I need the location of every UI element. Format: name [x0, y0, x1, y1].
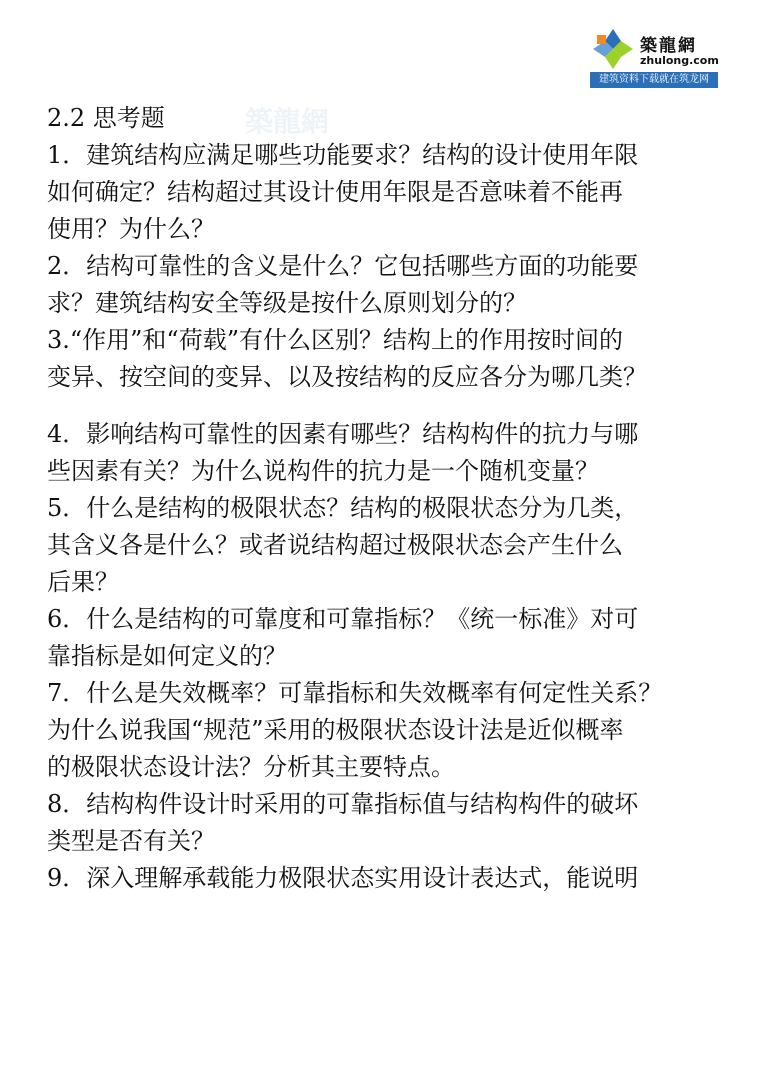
text-line: 2．结构可靠性的含义是什么？它包括哪些方面的功能要 — [47, 252, 639, 280]
text-line: 变异、按空间的变异、以及按结构的反应各分为哪几类？ — [47, 363, 647, 391]
text-line: 求？建筑结构安全等级是按什么原则划分的？ — [47, 289, 527, 317]
text-line: 后果？ — [47, 568, 119, 596]
text-line: 7．什么是失效概率？可靠指标和失效概率有何定性关系？ — [47, 679, 663, 707]
text-line: 些因素有关？为什么说构件的抗力是一个随机变量？ — [47, 457, 599, 485]
logo-mark-icon — [593, 29, 633, 69]
text-line: 8．结构构件设计时采用的可靠指标值与结构构件的破坏 — [47, 790, 639, 818]
text-line: 6．什么是结构的可靠度和可靠指标？《统一标准》对可 — [47, 605, 639, 633]
text-line: 4．影响结构可靠性的因素有哪些？结构构件的抗力与哪 — [47, 420, 639, 448]
document-body — [47, 100, 747, 897]
text-line: 的极限状态设计法？分析其主要特点。 — [47, 753, 455, 781]
section-heading: 2.2 思考题 — [47, 104, 165, 132]
text-line: 其含义各是什么？或者说结构超过极限状态会产生什么 — [47, 531, 623, 559]
text-line: 为什么说我国“规范”采用的极限状态设计法是近似概率 — [47, 716, 624, 744]
zhulong-logo — [590, 27, 718, 89]
watermark: 築龍網 — [245, 105, 330, 138]
logo-name: 築龍網 — [640, 36, 697, 56]
text-line: 5．什么是结构的极限状态？结构的极限状态分为几类， — [47, 494, 639, 522]
logo-domain: zhulong.com — [640, 54, 719, 67]
logo-tagline: 建筑资料下载就在筑龙网 — [590, 72, 718, 88]
text-line: 类型是否有关？ — [47, 827, 215, 855]
text-line: 使用？为什么？ — [47, 215, 215, 243]
text-line: 靠指标是如何定义的？ — [47, 642, 287, 670]
text-line: 9．深入理解承载能力极限状态实用设计表达式，能说明 — [47, 864, 639, 892]
text-line: 如何确定？结构超过其设计使用年限是否意味着不能再 — [47, 178, 623, 206]
text-line: 1．建筑结构应满足哪些功能要求？结构的设计使用年限 — [47, 141, 639, 169]
text-line: 3.“作用”和“荷载”有什么区别？结构上的作用按时间的 — [47, 326, 623, 354]
